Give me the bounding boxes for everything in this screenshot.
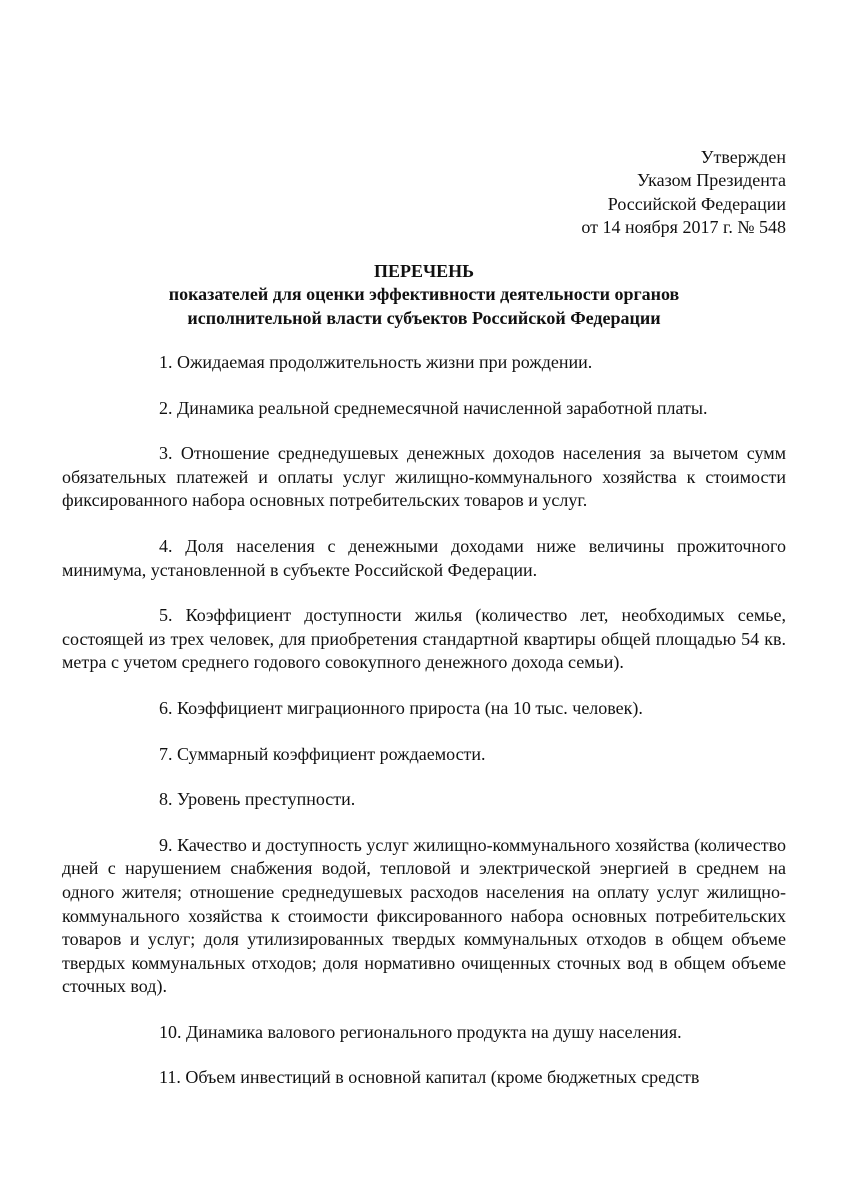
list-item: 11. Объем инвестиций в основной капитал (кроме бюджетных средств (159, 1067, 700, 1088)
list-item: 6. Коэффициент миграционного прироста (на 10 тыс. человек). (159, 697, 643, 718)
approval-line: Российской Федерации (607, 193, 786, 214)
approval-line: Указом Президента (637, 170, 786, 191)
approval-block (581, 146, 786, 240)
list-item: 1. Ожидаемая продолжительность жизни при рождении. (159, 352, 593, 372)
list-item: 2. Динамика реальной среднемесячной начисленной заработной платы. (159, 397, 708, 418)
indicator-list (62, 351, 786, 1090)
document-subtitle: показателей для оценки эффективности деятельности органов (168, 284, 680, 305)
list-item: 8. Уровень преступности. (159, 789, 356, 810)
list-item: 5. Коэффициент доступности жилья (количество лет, необходимых семье, состоящей из трех человек, для приобретения стандартной квартиры общей площадью 54 кв. метра с учетом среднего годового совокупного денежного дохода семьи). (62, 605, 786, 673)
document-title: ПЕРЕЧЕНЬ (373, 261, 475, 281)
approval-line: Утвержден (700, 147, 786, 167)
list-item: 9. Качество и доступность услуг жилищно-коммунального хозяйства (количество дней с нарушением снабжения водой, тепловой и электрической энергией в среднем на одного жителя; отношение среднедушевых расходов населения на оплату услуг жилищно-коммунального хозяйства к стоимости фиксированного набора основных потребительских товаров и услуг; доля утилизированных твердых коммунальных отходов в общем объеме твердых коммунальных отходов; доля нормативно очищенных сточных вод в общем объеме сточных вод). (62, 834, 786, 997)
list-item: 4. Доля населения с денежными доходами ниже величины прожиточного минимума, установленной в субъекте Российской Федерации. (62, 535, 786, 580)
approval-date-line: от 14 ноября 2017 г. № 548 (581, 217, 786, 238)
document-subtitle: исполнительной власти субъектов Российской Федерации (187, 307, 661, 328)
list-item: 7. Суммарный коэффициент рождаемости. (159, 743, 486, 764)
document-heading (62, 260, 786, 330)
list-item: 10. Динамика валового регионального продукта на душу населения. (159, 1021, 682, 1042)
list-item: 3. Отношение среднедушевых денежных доходов населения за вычетом сумм обязательных платежей и оплаты услуг жилищно-коммунального хозяйства к стоимости фиксированного набора основных потребительских товаров и услуг. (62, 443, 786, 511)
